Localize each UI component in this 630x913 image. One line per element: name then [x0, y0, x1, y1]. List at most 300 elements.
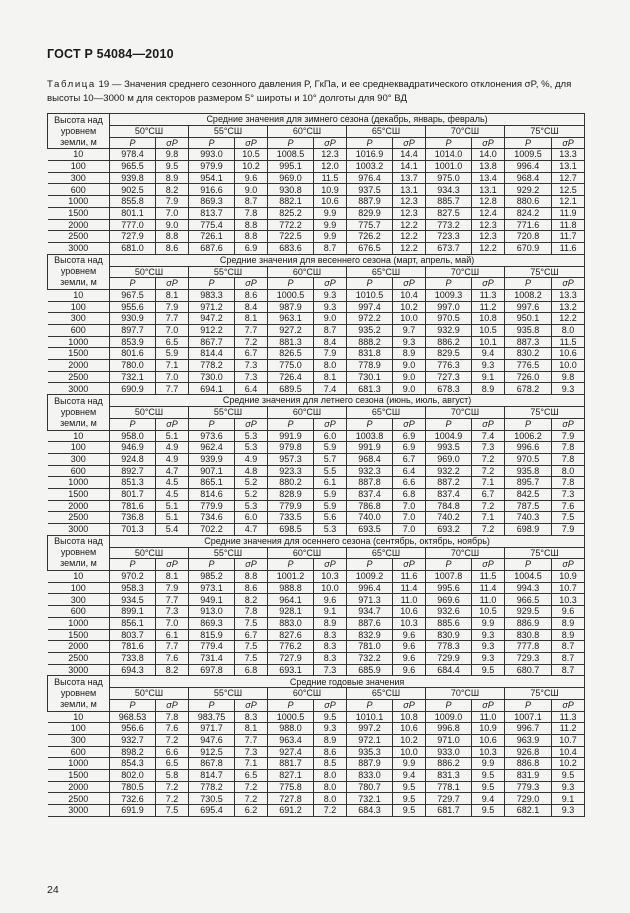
pressure-value: 969.0	[426, 453, 472, 465]
pressure-value: 684.3	[347, 805, 393, 817]
sigma-value: 8.8	[156, 231, 189, 243]
table-row	[48, 617, 585, 629]
quantity-header-row	[48, 278, 585, 290]
table-row	[48, 746, 585, 758]
sigma-value: 9.5	[472, 664, 505, 676]
pressure-value: 854.3	[110, 758, 156, 770]
section-title: Средние значения для весеннего сезона (март, апрель, май)	[110, 254, 585, 266]
pressure-value: 779.3	[505, 781, 552, 793]
pressure-header: P	[268, 699, 314, 711]
latitude-header: 50°СШ	[110, 547, 189, 559]
pressure-value: 935.2	[347, 325, 393, 337]
pressure-value: 993.0	[189, 149, 235, 161]
pressure-value: 972.1	[347, 735, 393, 747]
pressure-value: 801.6	[110, 348, 156, 360]
sigma-value: 7.7	[156, 383, 189, 395]
sigma-value: 9.3	[472, 360, 505, 372]
sigma-value: 9.6	[552, 606, 585, 618]
sigma-value: 7.7	[156, 313, 189, 325]
pressure-value: 689.5	[268, 383, 314, 395]
pressure-value: 971.3	[347, 594, 393, 606]
pressure-value: 784.8	[426, 500, 472, 512]
pressure-value: 899.1	[110, 606, 156, 618]
height-value: 600	[48, 606, 110, 618]
sigma-value: 10.6	[314, 196, 347, 208]
pressure-value: 956.6	[110, 723, 156, 735]
sigma-value: 4.9	[156, 442, 189, 454]
pressure-value: 887.8	[347, 477, 393, 489]
latitude-header: 70°СШ	[426, 126, 505, 138]
pressure-value: 996.4	[347, 582, 393, 594]
sigma-value: 6.8	[393, 488, 426, 500]
sigma-value: 13.7	[393, 172, 426, 184]
pressure-value: 828.9	[268, 488, 314, 500]
sigma-header: σP	[235, 699, 268, 711]
sigma-value: 5.4	[156, 524, 189, 536]
sigma-value: 7.8	[156, 711, 189, 723]
height-value: 100	[48, 301, 110, 313]
section-title: Средние годовые значения	[110, 676, 585, 688]
table-row	[48, 512, 585, 524]
pressure-value: 693.1	[268, 664, 314, 676]
pressure-value: 968.53	[110, 711, 156, 723]
pressure-value: 803.7	[110, 629, 156, 641]
sigma-value: 8.0	[314, 770, 347, 782]
sigma-value: 9.6	[235, 172, 268, 184]
sigma-value: 12.2	[472, 242, 505, 254]
pressure-value: 913.0	[189, 606, 235, 618]
sigma-value: 8.6	[156, 242, 189, 254]
table-row	[48, 606, 585, 618]
pressure-value: 829.5	[426, 348, 472, 360]
pressure-value: 801.1	[110, 207, 156, 219]
sigma-value: 9.1	[552, 793, 585, 805]
sigma-value: 7.6	[552, 500, 585, 512]
pressure-value: 727.9	[268, 652, 314, 664]
sigma-value: 7.0	[156, 325, 189, 337]
pressure-header: P	[426, 278, 472, 290]
sigma-value: 7.0	[393, 512, 426, 524]
sigma-value: 12.1	[552, 196, 585, 208]
pressure-value: 1014.0	[426, 149, 472, 161]
sigma-value: 9.0	[393, 371, 426, 383]
pressure-value: 678.2	[505, 383, 552, 395]
pressure-value: 729.0	[505, 793, 552, 805]
sigma-value: 5.1	[156, 512, 189, 524]
pressure-value: 958.0	[110, 430, 156, 442]
pressure-value: 912.2	[189, 325, 235, 337]
pressure-value: 930.8	[268, 184, 314, 196]
sigma-value: 8.0	[314, 793, 347, 805]
pressure-value: 733.8	[110, 652, 156, 664]
table-row	[48, 664, 585, 676]
sigma-value: 13.1	[552, 161, 585, 173]
latitude-header: 75°СШ	[505, 688, 585, 700]
height-value: 2000	[48, 781, 110, 793]
sigma-value: 8.0	[314, 781, 347, 793]
sigma-value: 5.3	[235, 442, 268, 454]
pressure-value: 869.3	[189, 196, 235, 208]
pressure-value: 886.2	[426, 336, 472, 348]
sigma-value: 13.3	[552, 149, 585, 161]
sigma-header: σP	[156, 137, 189, 149]
sigma-value: 7.3	[235, 360, 268, 372]
sigma-value: 9.5	[472, 805, 505, 817]
sigma-value: 6.5	[235, 770, 268, 782]
sigma-value: 7.8	[552, 477, 585, 489]
table-row	[48, 524, 585, 536]
sigma-value: 13.4	[472, 172, 505, 184]
sigma-value: 7.1	[235, 758, 268, 770]
pressure-value: 676.5	[347, 242, 393, 254]
pressure-value: 996.8	[426, 723, 472, 735]
height-label: Высота над уровнем земли, м	[48, 395, 110, 430]
height-value: 3000	[48, 524, 110, 536]
pressure-header: P	[347, 559, 393, 571]
sigma-value: 6.8	[235, 664, 268, 676]
pressure-value: 801.7	[110, 488, 156, 500]
sigma-value: 8.4	[314, 336, 347, 348]
pressure-value: 673.7	[426, 242, 472, 254]
latitude-header: 50°СШ	[110, 688, 189, 700]
sigma-value: 9.7	[393, 325, 426, 337]
pressure-value: 831.9	[505, 770, 552, 782]
section-title: Средние значения для зимнего сезона (декабрь, январь, февраль)	[110, 114, 585, 126]
sigma-value: 11.0	[472, 711, 505, 723]
latitude-header: 65°СШ	[347, 266, 426, 278]
pressure-value: 881.3	[268, 336, 314, 348]
pressure-value: 779.9	[189, 500, 235, 512]
pressure-value: 987.9	[268, 301, 314, 313]
pressure-value: 928.1	[268, 606, 314, 618]
pressure-value: 1009.0	[426, 711, 472, 723]
pressure-value: 973.6	[189, 430, 235, 442]
latitude-header: 55°СШ	[189, 547, 268, 559]
height-value: 300	[48, 172, 110, 184]
sigma-value: 6.0	[314, 430, 347, 442]
height-value: 1000	[48, 196, 110, 208]
table-row	[48, 652, 585, 664]
sigma-value: 8.1	[235, 313, 268, 325]
table-row	[48, 770, 585, 782]
pressure-value: 856.1	[110, 617, 156, 629]
pressure-value: 867.7	[189, 336, 235, 348]
latitude-header: 65°СШ	[347, 547, 426, 559]
sigma-value: 9.5	[156, 161, 189, 173]
sigma-value: 8.9	[156, 172, 189, 184]
pressure-header: P	[347, 418, 393, 430]
pressure-header: P	[426, 559, 472, 571]
pressure-value: 729.3	[505, 652, 552, 664]
latitude-header: 55°СШ	[189, 688, 268, 700]
pressure-value: 732.2	[347, 652, 393, 664]
sigma-value: 6.9	[393, 430, 426, 442]
pressure-value: 966.5	[505, 594, 552, 606]
pressure-value: 883.0	[268, 617, 314, 629]
sigma-header: σP	[472, 699, 505, 711]
pressure-value: 740.2	[426, 512, 472, 524]
sigma-value: 7.2	[235, 793, 268, 805]
pressure-value: 833.0	[347, 770, 393, 782]
sigma-value: 7.2	[156, 735, 189, 747]
table-row	[48, 301, 585, 313]
sigma-value: 9.0	[235, 184, 268, 196]
pressure-value: 935.3	[347, 746, 393, 758]
section-title: Средние значения для летнего сезона (июнь, июль, август)	[110, 395, 585, 407]
sigma-value: 8.5	[314, 758, 347, 770]
sigma-value: 11.5	[552, 336, 585, 348]
height-value: 300	[48, 594, 110, 606]
sigma-value: 8.9	[472, 383, 505, 395]
pressure-value: 772.2	[268, 219, 314, 231]
pressure-value: 781.0	[347, 641, 393, 653]
pressure-value: 853.9	[110, 336, 156, 348]
pressure-value: 830.9	[426, 629, 472, 641]
pressure-value: 996.6	[505, 442, 552, 454]
pressure-header: P	[110, 137, 156, 149]
sigma-value: 13.1	[472, 184, 505, 196]
pressure-header: P	[505, 137, 552, 149]
sigma-header: σP	[314, 699, 347, 711]
sigma-value: 10.5	[472, 606, 505, 618]
sigma-value: 10.9	[314, 184, 347, 196]
sigma-header: σP	[235, 559, 268, 571]
latitude-header: 75°СШ	[505, 126, 585, 138]
sigma-value: 8.8	[235, 219, 268, 231]
sigma-value: 5.8	[156, 770, 189, 782]
table-row	[48, 465, 585, 477]
table-row	[48, 758, 585, 770]
sigma-value: 7.2	[156, 793, 189, 805]
pressure-value: 740.0	[347, 512, 393, 524]
sigma-header: σP	[314, 418, 347, 430]
pressure-header: P	[505, 418, 552, 430]
pressure-value: 968.4	[505, 172, 552, 184]
sigma-value: 5.3	[235, 500, 268, 512]
pressure-value: 1000.5	[268, 289, 314, 301]
pressure-value: 933.0	[426, 746, 472, 758]
pressure-value: 681.7	[426, 805, 472, 817]
table-row	[48, 313, 585, 325]
pressure-value: 1009.3	[426, 289, 472, 301]
sigma-value: 7.4	[314, 383, 347, 395]
sigma-value: 10.3	[552, 594, 585, 606]
sigma-value: 14.4	[393, 149, 426, 161]
pressure-value: 726.2	[347, 231, 393, 243]
sigma-value: 14.0	[472, 149, 505, 161]
pressure-value: 787.5	[505, 500, 552, 512]
pressure-value: 958.3	[110, 582, 156, 594]
sigma-value: 8.2	[156, 664, 189, 676]
height-value: 1500	[48, 629, 110, 641]
sigma-value: 8.3	[314, 629, 347, 641]
latitude-header: 70°СШ	[426, 407, 505, 419]
sigma-value: 10.6	[393, 606, 426, 618]
sigma-value: 8.1	[156, 571, 189, 583]
pressure-value: 687.6	[189, 242, 235, 254]
sigma-value: 8.8	[235, 231, 268, 243]
pressure-header: P	[189, 559, 235, 571]
table-row	[48, 383, 585, 395]
pressure-value: 775.7	[347, 219, 393, 231]
sigma-header: σP	[393, 559, 426, 571]
section-title-row	[48, 535, 585, 547]
pressure-value: 994.3	[505, 582, 552, 594]
sigma-value: 6.9	[235, 242, 268, 254]
sigma-value: 10.6	[393, 723, 426, 735]
height-value: 600	[48, 465, 110, 477]
pressure-value: 993.5	[426, 442, 472, 454]
sigma-value: 10.0	[314, 582, 347, 594]
section-title-row	[48, 676, 585, 688]
sigma-value: 9.3	[552, 781, 585, 793]
pressure-value: 976.4	[347, 172, 393, 184]
sigma-value: 6.7	[393, 453, 426, 465]
height-value: 2000	[48, 219, 110, 231]
height-value: 2500	[48, 231, 110, 243]
height-value: 2000	[48, 500, 110, 512]
pressure-value: 781.6	[110, 641, 156, 653]
sigma-value: 10.9	[552, 571, 585, 583]
sigma-value: 12.7	[552, 172, 585, 184]
pressure-value: 830.2	[505, 348, 552, 360]
sigma-value: 7.2	[472, 465, 505, 477]
sigma-value: 7.2	[156, 781, 189, 793]
sigma-value: 4.5	[156, 477, 189, 489]
pressure-value: 780.7	[347, 781, 393, 793]
pressure-value: 1009.5	[505, 149, 552, 161]
latitude-header-row	[48, 688, 585, 700]
sigma-value: 7.0	[393, 524, 426, 536]
sigma-value: 7.2	[314, 805, 347, 817]
sigma-value: 10.2	[235, 161, 268, 173]
sigma-value: 9.3	[314, 723, 347, 735]
sigma-value: 11.4	[472, 582, 505, 594]
pressure-value: 815.9	[189, 629, 235, 641]
pressure-value: 726.0	[505, 371, 552, 383]
table-row	[48, 196, 585, 208]
sigma-value: 7.2	[472, 500, 505, 512]
pressure-value: 681.3	[347, 383, 393, 395]
section-title-row	[48, 395, 585, 407]
sigma-value: 8.8	[235, 571, 268, 583]
pressure-value: 730.1	[347, 371, 393, 383]
pressure-value: 885.6	[426, 617, 472, 629]
sigma-value: 12.3	[314, 149, 347, 161]
sigma-header: σP	[156, 559, 189, 571]
pressure-header: P	[268, 559, 314, 571]
sigma-value: 9.5	[472, 770, 505, 782]
sigma-value: 7.9	[156, 196, 189, 208]
sigma-value: 11.2	[472, 301, 505, 313]
pressure-value: 1006.2	[505, 430, 552, 442]
pressure-value: 727.9	[110, 231, 156, 243]
sigma-value: 7.7	[235, 735, 268, 747]
sigma-value: 7.2	[235, 781, 268, 793]
sigma-header: σP	[472, 418, 505, 430]
sigma-value: 5.9	[156, 348, 189, 360]
latitude-header: 60°СШ	[268, 126, 347, 138]
pressure-value: 996.7	[505, 723, 552, 735]
sigma-value: 7.8	[552, 453, 585, 465]
sigma-value: 12.5	[552, 184, 585, 196]
pressure-value: 887.9	[347, 196, 393, 208]
height-value: 300	[48, 735, 110, 747]
sigma-value: 12.2	[393, 219, 426, 231]
latitude-header: 50°СШ	[110, 126, 189, 138]
pressure-value: 895.7	[505, 477, 552, 489]
pressure-value: 923.3	[268, 465, 314, 477]
pressure-value: 957.3	[268, 453, 314, 465]
pressure-value: 727.8	[268, 793, 314, 805]
latitude-header-row	[48, 266, 585, 278]
sigma-header: σP	[156, 418, 189, 430]
sigma-value: 9.5	[393, 781, 426, 793]
pressure-value: 939.8	[110, 172, 156, 184]
table-row	[48, 641, 585, 653]
height-value: 3000	[48, 805, 110, 817]
sigma-header: σP	[552, 418, 585, 430]
pressure-value: 690.9	[110, 383, 156, 395]
sigma-value: 9.3	[393, 336, 426, 348]
pressure-header: P	[110, 699, 156, 711]
sigma-value: 10.3	[314, 571, 347, 583]
pressure-value: 779.9	[268, 500, 314, 512]
pressure-value: 882.1	[268, 196, 314, 208]
table-row	[48, 453, 585, 465]
table-row	[48, 161, 585, 173]
table-row	[48, 219, 585, 231]
pressure-value: 968.4	[347, 453, 393, 465]
sigma-value: 5.9	[314, 500, 347, 512]
pressure-value: 698.5	[268, 524, 314, 536]
sigma-value: 6.4	[393, 465, 426, 477]
pressure-value: 773.2	[426, 219, 472, 231]
table-row	[48, 325, 585, 337]
pressure-header: P	[110, 559, 156, 571]
pressure-value: 733.5	[268, 512, 314, 524]
pressure-value: 837.4	[347, 488, 393, 500]
pressure-value: 824.2	[505, 207, 552, 219]
pressure-value: 814.4	[189, 348, 235, 360]
height-label: Высота над уровнем земли, м	[48, 254, 110, 289]
pressure-header: P	[426, 699, 472, 711]
sigma-value: 9.4	[472, 348, 505, 360]
pressure-value: 730.0	[189, 371, 235, 383]
pressure-value: 691.2	[268, 805, 314, 817]
sigma-value: 7.0	[156, 371, 189, 383]
sigma-value: 6.7	[235, 629, 268, 641]
pressure-value: 736.8	[110, 512, 156, 524]
pressure-value: 886.8	[505, 758, 552, 770]
pressure-value: 946.9	[110, 442, 156, 454]
pressure-value: 776.3	[426, 360, 472, 372]
pressure-value: 881.7	[268, 758, 314, 770]
height-value: 2500	[48, 371, 110, 383]
sigma-value: 5.9	[314, 442, 347, 454]
quantity-header-row	[48, 137, 585, 149]
sigma-value: 7.5	[156, 805, 189, 817]
height-value: 1500	[48, 488, 110, 500]
sigma-value: 9.5	[314, 711, 347, 723]
pressure-value: 730.5	[189, 793, 235, 805]
sigma-value: 9.6	[393, 641, 426, 653]
pressure-value: 880.6	[505, 196, 552, 208]
sigma-value: 11.8	[552, 219, 585, 231]
latitude-header: 60°СШ	[268, 688, 347, 700]
pressure-value: 973.1	[189, 582, 235, 594]
height-value: 10	[48, 149, 110, 161]
